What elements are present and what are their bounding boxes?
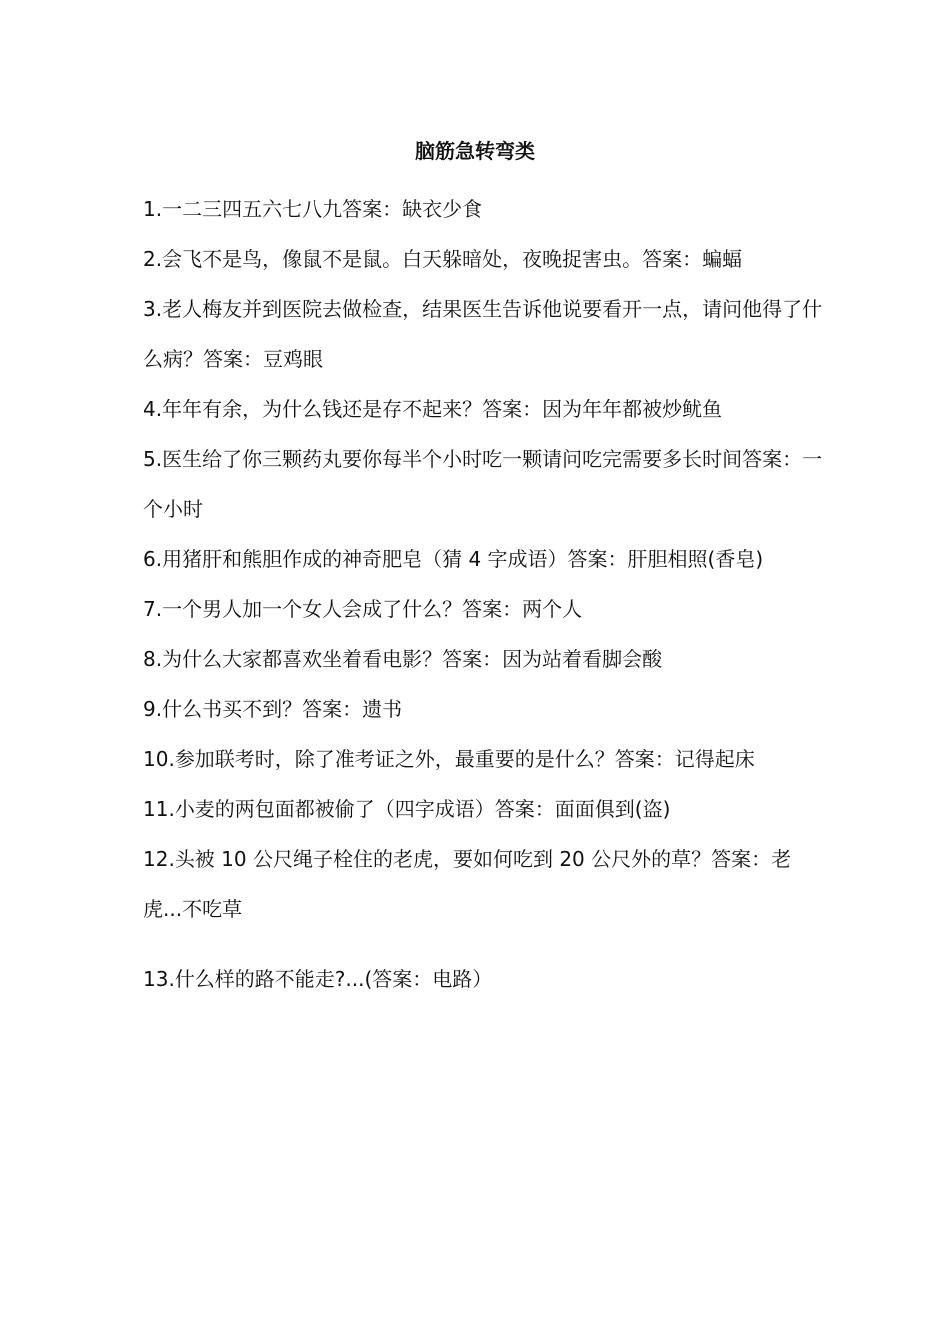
item-text: 一二三四五六七八九答案：缺衣少食 [162, 197, 483, 221]
list-item [143, 734, 823, 784]
item-text: 用猪肝和熊胆作成的神奇肥皂（猜 4 字成语）答案：肝胆相照(香皂) [162, 547, 764, 571]
list-item [143, 184, 823, 234]
document-title: 脑筋急转弯类 [415, 139, 535, 163]
list-item [143, 784, 823, 834]
item-text: 头被 10 公尺绳子栓住的老虎，要如何吃到 20 公尺外的草？答案：老虎...不吃草 [143, 847, 792, 921]
item-number: 8. [143, 647, 163, 671]
item-text: 年年有余，为什么钱还是存不起来？答案：因为年年都被炒鱿鱼 [162, 397, 723, 421]
item-number: 12. [143, 847, 175, 871]
item-number: 13. [143, 967, 175, 991]
list-item [143, 234, 823, 284]
item-text: 医生给了你三颗药丸要你每半个小时吃一颗请问吃完需要多长时间答案：一个小时 [143, 447, 823, 521]
list-item [143, 954, 823, 1004]
riddle-list [143, 184, 823, 1004]
list-item [143, 434, 823, 534]
list-item [143, 384, 823, 434]
item-number: 6. [143, 547, 163, 571]
item-number: 2. [143, 247, 163, 271]
item-text: 老人梅友并到医院去做检查，结果医生告诉他说要看开一点，请问他得了什么病？答案：豆鸡眼 [143, 297, 823, 371]
list-item [143, 634, 823, 684]
item-text: 参加联考时，除了准考证之外，最重要的是什么？答案：记得起床 [174, 747, 755, 771]
list-item [143, 834, 823, 934]
item-text: 小麦的两包面都被偷了（四字成语）答案：面面俱到(盗) [174, 797, 671, 821]
list-item [143, 584, 823, 634]
list-item [143, 284, 823, 384]
item-number: 9. [143, 697, 163, 721]
list-item [143, 684, 823, 734]
item-text: 什么书买不到？答案：遗书 [162, 697, 403, 721]
item-text: 一个男人加一个女人会成了什么？答案：两个人 [162, 597, 583, 621]
item-number: 5. [143, 447, 163, 471]
item-number: 11. [143, 797, 175, 821]
item-text: 为什么大家都喜欢坐着看电影？答案：因为站着看脚会酸 [162, 647, 663, 671]
list-item [143, 534, 823, 584]
item-number: 1. [143, 197, 163, 221]
item-number: 4. [143, 397, 163, 421]
item-text: 什么样的路不能走?...(答案：电路） [174, 967, 493, 991]
item-number: 3. [143, 297, 163, 321]
item-number: 10. [143, 747, 175, 771]
item-number: 7. [143, 597, 163, 621]
item-text: 会飞不是鸟，像鼠不是鼠。白天躲暗处，夜晚捉害虫。答案：蝙蝠 [162, 247, 743, 271]
